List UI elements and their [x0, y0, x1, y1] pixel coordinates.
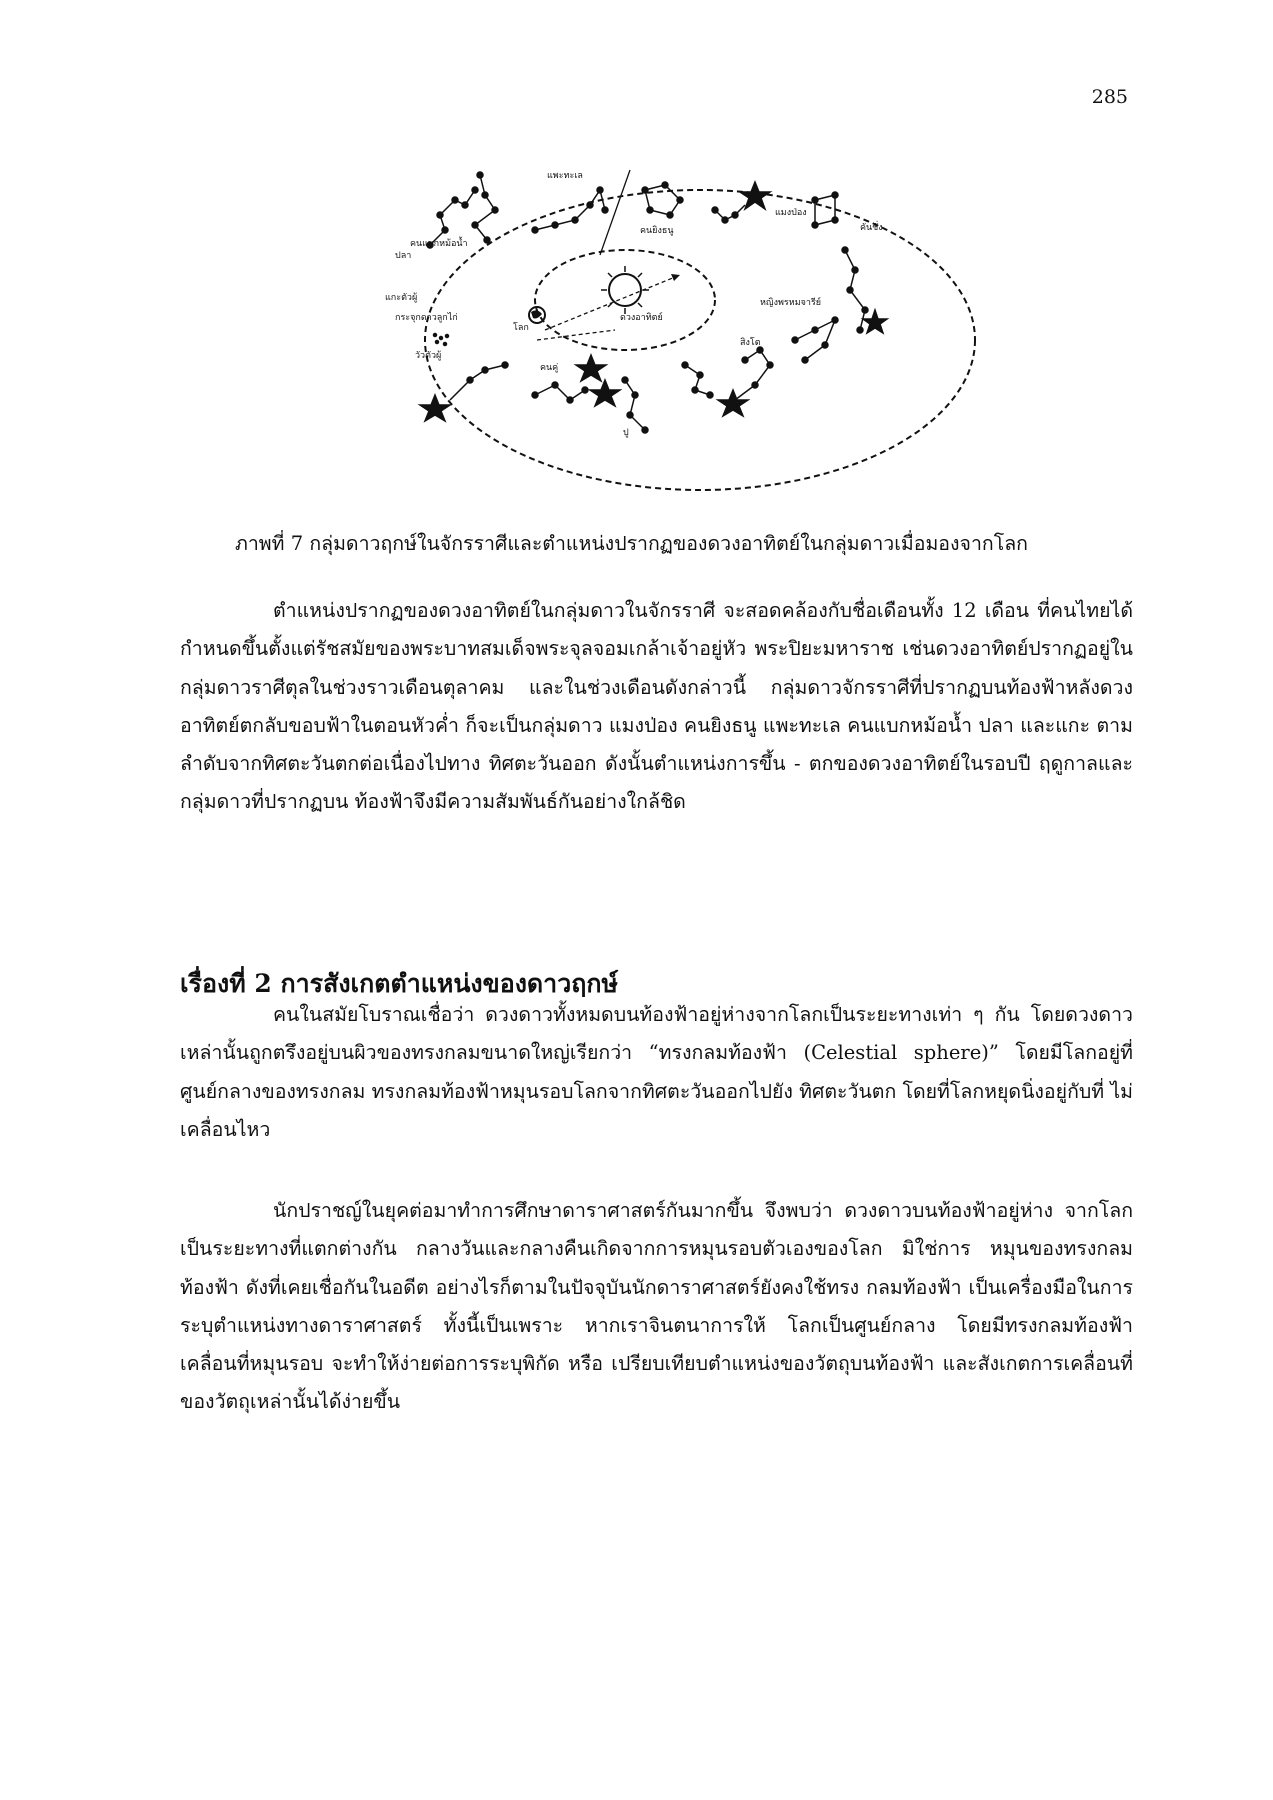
ecliptic-orbit	[425, 190, 975, 490]
sight-line-2	[537, 330, 615, 340]
label-leo: สิงโต	[740, 338, 761, 348]
label-capricorn: แพะทะเล	[547, 171, 583, 181]
paragraph-1	[180, 592, 1133, 822]
section-heading: เรื่องที่ 2 การสังเกตตำแหน่งของดาวฤกษ์	[180, 969, 619, 998]
paragraph-1-text: ตำแหน่งปรากฏของดวงอาทิตย์ในกลุ่มดาวในจักรราศี จะสอดคล้องกับชื่อเดือนทั้ง 12 เดือน ที่คนไทยได้กำหนดขึ้นตั้งแต่รัชสมัยของพระบาทสมเด็จพระจุลจอมเกล้าเจ้าอยู่หัว พระปิยะมหาราช เช่นดวงอาทิตย์ปรากฏอยู่ในกลุ่มดาวราศีตุลในช่วงราวเดือนตุลาคม และในช่วงเดือนดังกล่าวนี้ กลุ่มดาวจักรราศีที่ปรากฏบนท้องฟ้าหลังดวงอาทิตย์ตกลับขอบฟ้าในตอนหัวค่ำ ก็จะเป็นกลุ่มดาว แมงป่อง คนยิงธนู แพะทะเล คนแบกหม้อน้ำ ปลา และแกะ ตามลำดับจากทิศตะวันตกต่อเนื่องไปทาง ทิศตะวันออก ดังนั้นตำแหน่งการขึ้น - ตกของดวงอาทิตย์ในรอบปี ฤดูกาลและกลุ่มดาวที่ปรากฏบน ท้องฟ้าจึงมีความสัมพันธ์กันอย่างใกล้ชิด	[180, 599, 1133, 814]
sun-icon	[601, 266, 649, 314]
label-virgo: หญิงพรหมจารีย์	[760, 298, 822, 308]
zodiac-diagram	[385, 170, 985, 545]
label-cancer: ปู	[623, 428, 629, 438]
label-scorpius: แมงป่อง	[775, 208, 807, 218]
label-aquarius: คนแบกหม้อน้ำ	[410, 239, 468, 249]
label-pisces: ปลา	[395, 251, 412, 261]
figure-caption: ภาพที่ 7 กลุ่มดาวฤกษ์ในจักรราศีและตำแหน่งปรากฏของดวงอาทิตย์ในกลุ่มดาวเมื่อมองจากโลก	[235, 532, 1028, 555]
earth-orbit	[535, 250, 715, 350]
label-gemini: คนคู่	[540, 363, 559, 373]
paragraph-2	[180, 996, 1133, 1149]
paragraph-3-text: นักปราชญ์ในยุคต่อมาทำการศึกษาดาราศาสตร์กันมากขึ้น จึงพบว่า ดวงดาวบนท้องฟ้าอยู่ห่าง จากโลกเป็นระยะทางที่แตกต่างกัน กลางวันและกลางคืนเกิดจากการหมุนรอบตัวเองของโลก มิใช่การ หมุนของทรงกลมท้องฟ้า ดังที่เคยเชื่อกันในอดีต อย่างไรก็ตามในปัจจุบันนักดาราศาสตร์ยังคงใช้ทรง กลมท้องฟ้า เป็นเครื่องมือในการระบุตำแหน่งทางดาราศาสตร์ ทั้งนี้เป็นเพราะ หากเราจินตนาการให้ โลกเป็นศูนย์กลาง โดยมีทรงกลมท้องฟ้าเคลื่อนที่หมุนรอบ จะทำให้ง่ายต่อการระบุพิกัด หรือ เปรียบเทียบตำแหน่งของวัตถุบนท้องฟ้า และสังเกตการเคลื่อนที่ของวัตถุเหล่านั้นได้ง่ายขึ้น	[180, 1199, 1133, 1414]
label-pleiades: กระจุกดาวลูกไก่	[395, 313, 458, 323]
paragraph-3	[180, 1192, 1133, 1422]
label-libra: คันชั่ง	[860, 223, 883, 233]
label-sagittarius: คนยิงธนู	[640, 226, 674, 236]
label-earth: โลก	[513, 323, 529, 333]
label-sun: ดวงอาทิตย์	[620, 313, 663, 323]
paragraph-2-text: คนในสมัยโบราณเชื่อว่า ดวงดาวทั้งหมดบนท้องฟ้าอยู่ห่างจากโลกเป็นระยะทางเท่า ๆ กัน โดยดวงดาวเหล่านั้นถูกตรึงอยู่บนผิวของทรงกลมขนาดใหญ่เรียกว่า “ทรงกลมท้องฟ้า (Celestial sphere)” โดยมีโลกอยู่ที่ศูนย์กลางของทรงกลม ทรงกลมท้องฟ้าหมุนรอบโลกจากทิศตะวันออกไปยัง ทิศตะวันตก โดยที่โลกหยุดนิ่งอยู่กับที่ ไม่เคลื่อนไหว	[180, 1003, 1133, 1141]
zodiac-figure	[385, 170, 985, 545]
page-number: 285	[1091, 86, 1128, 108]
label-aries: แกะตัวผู้	[385, 293, 418, 303]
label-taurus: วัวตัวผู้	[415, 351, 442, 361]
